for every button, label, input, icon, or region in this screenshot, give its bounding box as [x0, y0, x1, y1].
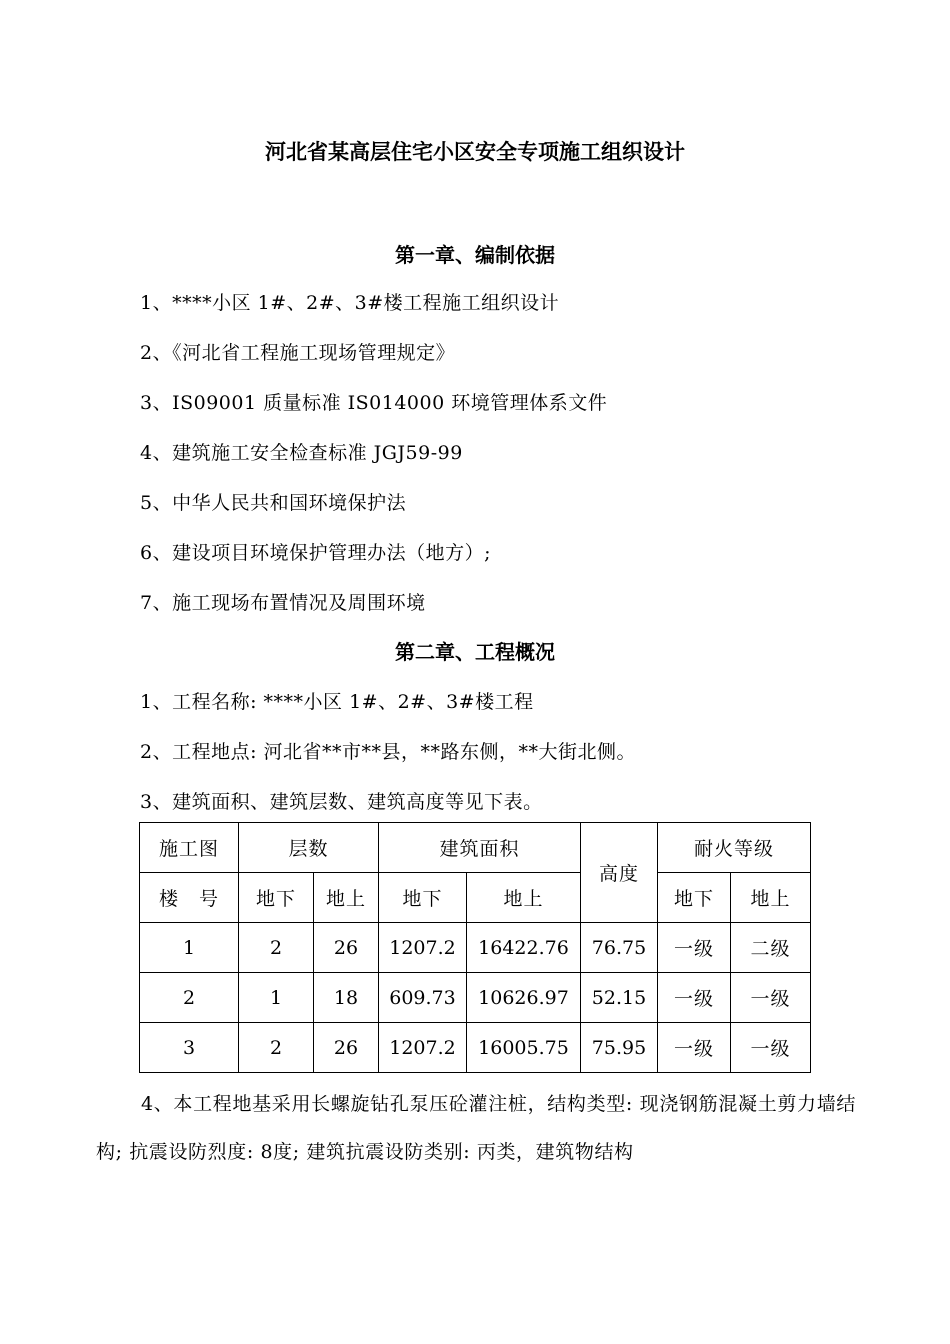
cell-area-above: 16005.75	[467, 1023, 581, 1073]
cell-height: 52.15	[581, 973, 658, 1023]
cell-building-no: 2	[140, 973, 239, 1023]
cell-building-no: 3	[140, 1023, 239, 1073]
cell-floors-above: 18	[314, 973, 379, 1023]
basis-item-7: 7、施工现场布置情况及周围环境	[140, 592, 426, 614]
overview-item-2: 2、工程地点: 河北省**市**县，**路东侧，**大街北侧。	[140, 741, 637, 763]
subheader-area-above: 地上	[467, 873, 581, 923]
header-height: 高度	[581, 823, 658, 923]
cell-area-below: 1207.2	[379, 1023, 467, 1073]
basis-item-3: 3、IS09001 质量标准 IS014000 环境管理体系文件	[140, 392, 608, 414]
table-subheader-row	[140, 873, 811, 923]
cell-height: 76.75	[581, 923, 658, 973]
basis-item-1: 1、****小区 1#、2#、3#楼工程施工组织设计	[140, 292, 560, 314]
subheader-floors-below: 地下	[239, 873, 314, 923]
table-header-row	[140, 823, 811, 873]
basis-item-2: 2、《河北省工程施工现场管理规定》	[140, 342, 456, 364]
document-title: 河北省某高层住宅小区安全专项施工组织设计	[265, 140, 685, 164]
cell-area-below: 1207.2	[379, 923, 467, 973]
cell-area-above: 16422.76	[467, 923, 581, 973]
cell-fire-below: 一级	[658, 1023, 731, 1073]
cell-fire-below: 一级	[658, 923, 731, 973]
chapter-1-heading: 第一章、编制依据	[395, 243, 555, 267]
cell-height: 75.95	[581, 1023, 658, 1073]
subheader-floors-above: 地上	[314, 873, 379, 923]
cell-floors-below: 2	[239, 923, 314, 973]
cell-fire-above: 一级	[731, 973, 811, 1023]
chapter-2-heading: 第二章、工程概况	[395, 640, 555, 664]
overview-item-4-paragraph: 4、本工程地基采用长螺旋钻孔泵压砼灌注桩，结构类型: 现浇钢筋混凝土剪力墙结构; 抗震设防烈度: 8度; 建筑抗震设防类别: 丙类，建筑物结构	[96, 1093, 856, 1163]
header-floors: 层数	[239, 823, 379, 873]
cell-area-above: 10626.97	[467, 973, 581, 1023]
cell-floors-below: 2	[239, 1023, 314, 1073]
header-building-no-line2: 楼 号	[140, 873, 239, 923]
header-fire-rating: 耐火等级	[658, 823, 811, 873]
cell-fire-below: 一级	[658, 973, 731, 1023]
cell-area-below: 609.73	[379, 973, 467, 1023]
subheader-fire-above: 地上	[731, 873, 811, 923]
cell-fire-above: 二级	[731, 923, 811, 973]
basis-item-4: 4、建筑施工安全检查标准 JGJ59-99	[140, 442, 463, 464]
cell-fire-above: 一级	[731, 1023, 811, 1073]
header-building-no-line1: 施工图	[140, 823, 239, 873]
overview-item-3: 3、建筑面积、建筑层数、建筑高度等见下表。	[140, 791, 543, 813]
cell-floors-above: 26	[314, 923, 379, 973]
subheader-area-below: 地下	[379, 873, 467, 923]
header-area: 建筑面积	[379, 823, 581, 873]
building-spec-table	[139, 822, 811, 1073]
cell-floors-below: 1	[239, 973, 314, 1023]
table-row	[140, 973, 811, 1023]
cell-floors-above: 26	[314, 1023, 379, 1073]
overview-item-1: 1、工程名称: ****小区 1#、2#、3#楼工程	[140, 691, 534, 713]
basis-item-6: 6、建设项目环境保护管理办法（地方）;	[140, 542, 491, 564]
cell-building-no: 1	[140, 923, 239, 973]
table-row	[140, 1023, 811, 1073]
subheader-fire-below: 地下	[658, 873, 731, 923]
table-row	[140, 923, 811, 973]
basis-item-5: 5、中华人民共和国环境保护法	[140, 492, 407, 514]
